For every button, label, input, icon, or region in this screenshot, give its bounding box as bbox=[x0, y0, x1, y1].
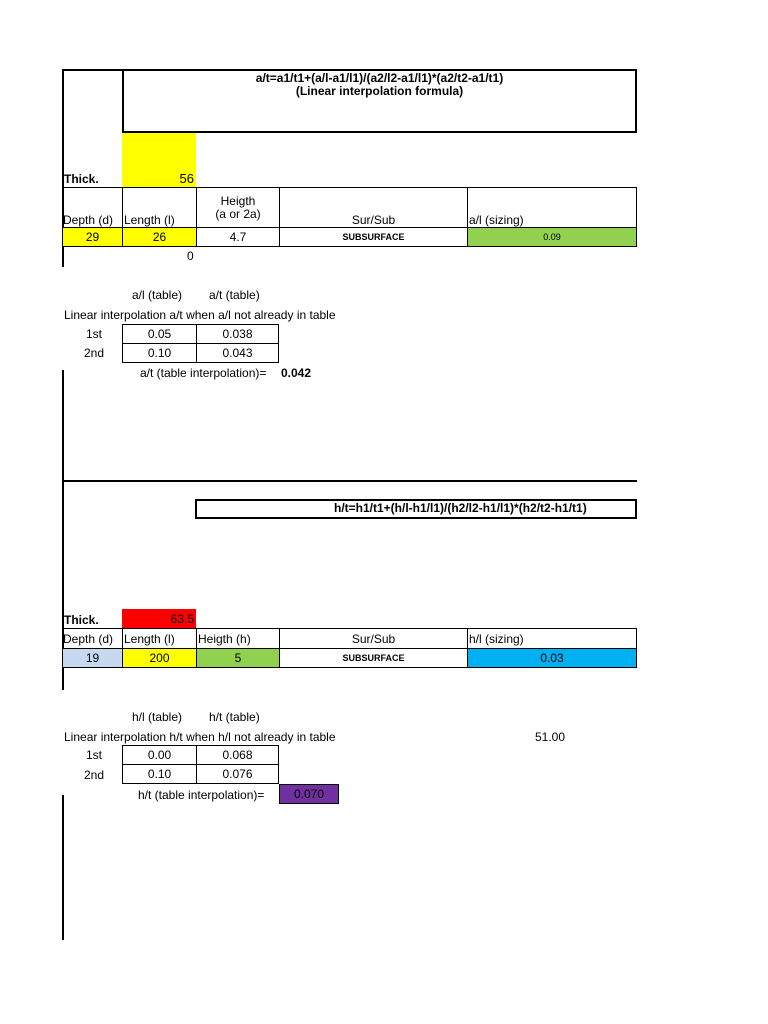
row-label-2nd-2: 2nd bbox=[84, 768, 105, 782]
header-height-2: Heigth (h) bbox=[196, 628, 280, 649]
result-label-1: a/t (table interpolation)= bbox=[140, 366, 267, 380]
header-length-1: Length (l) bbox=[122, 187, 197, 228]
formula-caption-1: (Linear interpolation formula) bbox=[295, 84, 464, 98]
hl-table-2nd[interactable]: 0.10 bbox=[122, 764, 197, 784]
header-sursub-2: Sur/Sub bbox=[279, 628, 468, 649]
at-table-1st[interactable]: 0.038 bbox=[196, 324, 279, 344]
hl-table-1st[interactable]: 0.00 bbox=[122, 745, 197, 765]
zero-value: 0 bbox=[187, 249, 194, 263]
row-label-2nd-1: 2nd bbox=[84, 346, 105, 360]
hl-sizing-value[interactable]: 0.03 bbox=[467, 648, 637, 668]
formula-text-2: h/t=h1/t1+(h/l-h1/l1)/(h2/l2-h1/l1)*(h2/t2-h1/t1) bbox=[334, 501, 587, 515]
header-depth-2: Depth (d) bbox=[62, 628, 123, 649]
header-sursub-1: Sur/Sub bbox=[279, 187, 468, 228]
thick-value-2[interactable]: 63.5 bbox=[122, 609, 196, 629]
header-height-1 bbox=[196, 187, 280, 228]
ht-table-1st[interactable]: 0.068 bbox=[196, 745, 279, 765]
at-table-2nd[interactable]: 0.043 bbox=[196, 343, 279, 363]
section2-lower-left-border bbox=[62, 795, 64, 940]
interp-caption-2: Linear interpolation h/t when h/l not already in table bbox=[64, 730, 336, 744]
al-table-1st[interactable]: 0.05 bbox=[122, 324, 197, 344]
header-al-sizing: a/l (sizing) bbox=[467, 187, 637, 228]
row-label-1st-1: 1st bbox=[86, 327, 103, 341]
thick-label-1: Thick. bbox=[64, 172, 99, 186]
thick-label-2: Thick. bbox=[64, 613, 99, 627]
length-value-2[interactable]: 200 bbox=[122, 648, 197, 668]
depth-value-2[interactable]: 19 bbox=[62, 648, 123, 668]
row-label-1st-2: 1st bbox=[86, 748, 103, 762]
col-hl-table: h/l (table) bbox=[132, 710, 183, 724]
result-label-2: h/t (table interpolation)= bbox=[138, 788, 265, 802]
header-hl-sizing: h/l (sizing) bbox=[467, 628, 637, 649]
result-value-1: 0.042 bbox=[281, 366, 312, 380]
sursub-value-2[interactable]: SUBSURFACE bbox=[279, 648, 468, 668]
al-sizing-value[interactable]: 0.09 bbox=[467, 227, 637, 247]
al-table-2nd[interactable]: 0.10 bbox=[122, 343, 197, 363]
header-depth-1: Depth (d) bbox=[62, 187, 123, 228]
col-al-table: a/l (table) bbox=[132, 288, 183, 302]
thick-value-1[interactable]: 56 bbox=[122, 133, 196, 187]
section1-lower-left-border bbox=[62, 370, 64, 482]
formula-box-2 bbox=[195, 499, 637, 519]
col-at-table: a/t (table) bbox=[209, 288, 260, 302]
height-value-2[interactable]: 5 bbox=[196, 648, 280, 668]
formula-box-1 bbox=[122, 69, 637, 133]
interp-caption-1: Linear interpolation a/t when a/l not already in table bbox=[64, 308, 336, 322]
header-length-2: Length (l) bbox=[122, 628, 197, 649]
col-ht-table: h/t (table) bbox=[209, 710, 260, 724]
result-value-2[interactable]: 0.070 bbox=[279, 784, 339, 804]
header-height-text-1: Heigth (a or 2a) bbox=[215, 193, 261, 221]
side-value: 51.00 bbox=[535, 730, 566, 744]
depth-value-1[interactable]: 29 bbox=[62, 227, 123, 247]
formula-text-1: a/t=a1/t1+(a/l-a1/l1)/(a2/l2-a1/l1)*(a2/t2-a1/t1) bbox=[255, 71, 504, 85]
ht-table-2nd[interactable]: 0.076 bbox=[196, 764, 279, 784]
height-value-1[interactable]: 4.7 bbox=[196, 227, 280, 247]
section2-top-border bbox=[62, 480, 637, 482]
length-value-1[interactable]: 26 bbox=[122, 227, 197, 247]
sursub-value-1[interactable]: SUBSURFACE bbox=[279, 227, 468, 247]
